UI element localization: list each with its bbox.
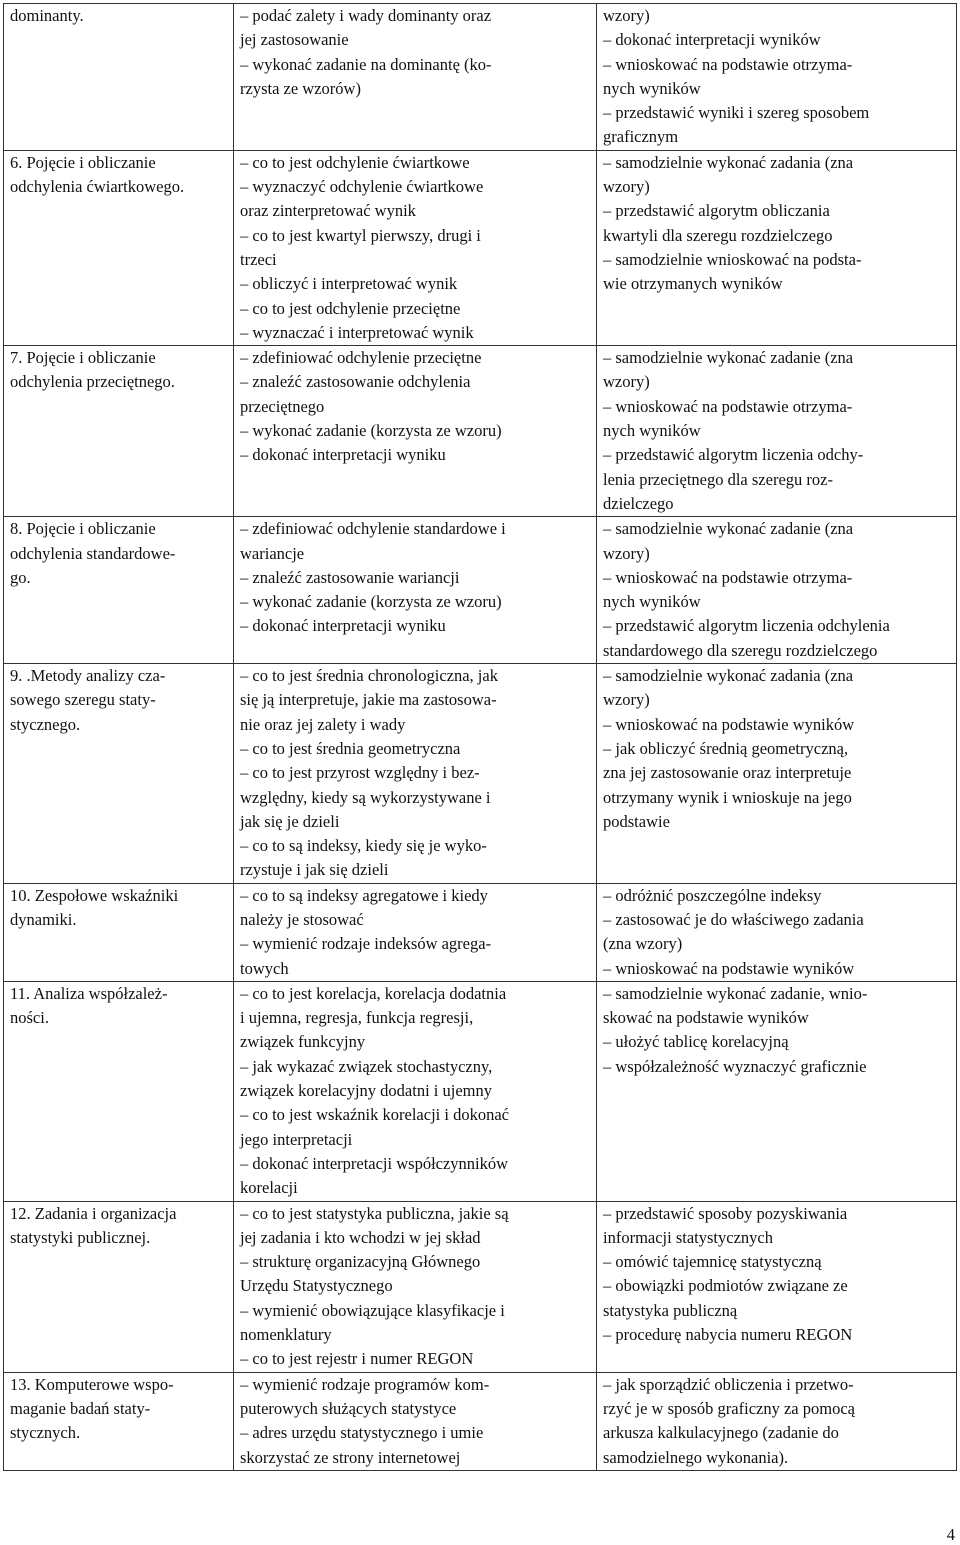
- skills-line: wzory): [603, 690, 650, 710]
- topic-line: 9. .Metody analizy cza-: [10, 666, 166, 686]
- content-line: puterowych służących statystyce: [240, 1398, 457, 1418]
- skills-cell: [597, 1201, 957, 1372]
- content-line: skorzystać ze strony internetowej: [240, 1447, 461, 1467]
- content-line: – dokonać interpretacji wyniku: [240, 616, 446, 636]
- content-line: – wykonać zadanie na dominantę (ko-: [240, 54, 492, 74]
- skills-line: – samodzielnie wykonać zadania (zna: [603, 152, 854, 172]
- topic-line: 6. Pojęcie i obliczanie: [10, 152, 156, 172]
- content-line: – wykonać zadanie (korzysta ze wzoru): [240, 592, 502, 612]
- content-line: jak się je dzieli: [240, 811, 340, 831]
- topic-line: stycznych.: [10, 1423, 81, 1443]
- content-line: trzeci: [240, 249, 277, 269]
- topic-cell: [4, 664, 234, 884]
- topic-line: stycznego.: [10, 714, 81, 734]
- skills-line: rzyć je w sposób graficzny za pomocą: [603, 1398, 855, 1418]
- skills-line: wie otrzymanych wyników: [603, 274, 783, 294]
- content-cell: [234, 150, 597, 345]
- topic-line: 7. Pojęcie i obliczanie: [10, 348, 156, 368]
- table-row: [4, 1372, 957, 1470]
- skills-line: – samodzielnie wykonać zadanie (zna: [603, 348, 854, 368]
- skills-line: dzielczego: [603, 493, 674, 513]
- topic-line: dynamiki.: [10, 909, 77, 929]
- topic-cell: [4, 517, 234, 664]
- skills-line: – współzależność wyznaczyć graficznie: [603, 1056, 867, 1076]
- content-line: Urzędu Statystycznego: [240, 1276, 393, 1296]
- content-line: związek funkcyjny: [240, 1032, 366, 1052]
- content-line: jej zadania i kto wchodzi w jej skład: [240, 1227, 481, 1247]
- content-line: – co to są indeksy agregatowe i kiedy: [240, 885, 488, 905]
- skills-line: (zna wzory): [603, 934, 683, 954]
- content-line: i ujemna, regresja, funkcja regresji,: [240, 1008, 474, 1028]
- topic-line: 10. Zespołowe wskaźniki: [10, 885, 179, 905]
- skills-line: – omówić tajemnicę statystyczną: [603, 1252, 822, 1272]
- topic-cell: [4, 981, 234, 1201]
- content-line: – co to jest odchylenie ćwiartkowe: [240, 152, 470, 172]
- content-cell: [234, 664, 597, 884]
- topic-line: 12. Zadania i organizacja: [10, 1203, 177, 1223]
- topic-line: 8. Pojęcie i obliczanie: [10, 519, 156, 539]
- content-line: – co to jest korelacja, korelacja dodatnia: [240, 983, 507, 1003]
- skills-line: – wnioskować na podstawie otrzyma-: [603, 54, 853, 74]
- skills-cell: [597, 664, 957, 884]
- topic-line: odchylenia standardowe-: [10, 543, 176, 563]
- skills-line: – przedstawić algorytm liczenia odchy-: [603, 445, 864, 465]
- skills-cell: [597, 883, 957, 981]
- skills-cell: [597, 1372, 957, 1470]
- skills-line: wzory): [603, 6, 650, 25]
- topic-line: odchylenia przeciętnego.: [10, 372, 175, 392]
- skills-line: – wnioskować na podstawie wyników: [603, 958, 855, 978]
- syllabus-rows: [4, 4, 957, 1471]
- skills-line: – ułożyć tablicę korelacyjną: [603, 1032, 789, 1052]
- content-line: jej zastosowanie: [240, 30, 349, 50]
- skills-line: – samodzielnie wnioskować na podsta-: [603, 249, 862, 269]
- skills-line: skować na podstawie wyników: [603, 1008, 809, 1028]
- skills-line: – jak obliczyć średnią geometryczną,: [603, 738, 849, 758]
- table-row: [4, 883, 957, 981]
- content-line: związek korelacyjny dodatni i ujemny: [240, 1081, 492, 1101]
- content-line: należy je stosować: [240, 909, 364, 929]
- skills-cell: [597, 981, 957, 1201]
- skills-line: – obowiązki podmiotów związane ze: [603, 1276, 848, 1296]
- skills-line: – samodzielnie wykonać zadanie, wnio-: [603, 983, 868, 1003]
- content-line: – zdefiniować odchylenie przeciętne: [240, 348, 482, 368]
- skills-line: wzory): [603, 372, 650, 392]
- content-line: – co to jest średnia chronologiczna, jak: [240, 666, 498, 686]
- content-line: korelacji: [240, 1178, 298, 1198]
- syllabus-table: [3, 3, 957, 1471]
- content-cell: [234, 517, 597, 664]
- page-number: 4: [946, 1525, 955, 1544]
- content-line: – podać zalety i wady dominanty oraz: [240, 6, 492, 25]
- skills-line: – procedurę nabycia numeru REGON: [603, 1325, 853, 1345]
- content-line: – wymienić rodzaje indeksów agrega-: [240, 934, 492, 954]
- skills-line: informacji statystycznych: [603, 1227, 773, 1247]
- skills-line: – przedstawić wyniki i szereg sposobem: [603, 103, 870, 123]
- content-cell: [234, 1201, 597, 1372]
- skills-line: – przedstawić algorytm obliczania: [603, 201, 830, 221]
- table-row: [4, 517, 957, 664]
- skills-line: – przedstawić sposoby pozyskiwania: [603, 1203, 848, 1223]
- content-line: – znaleźć zastosowanie wariancji: [240, 567, 460, 587]
- skills-line: – jak sporządzić obliczenia i przetwo-: [603, 1374, 854, 1394]
- content-cell: [234, 4, 597, 151]
- content-line: – dokonać interpretacji wyniku: [240, 445, 446, 465]
- content-line: towych: [240, 958, 289, 978]
- skills-line: – odróżnić poszczególne indeksy: [603, 885, 822, 905]
- topic-line: maganie badań staty-: [10, 1398, 151, 1418]
- topic-line: 11. Analiza współzależ-: [10, 983, 168, 1003]
- topic-line: sowego szeregu staty-: [10, 690, 156, 710]
- content-line: względny, kiedy są wykorzystywane i: [240, 787, 491, 807]
- content-line: – wykonać zadanie (korzysta ze wzoru): [240, 421, 502, 441]
- skills-line: – dokonać interpretacji wyników: [603, 30, 821, 50]
- table-row: [4, 981, 957, 1201]
- content-line: – co to jest wskaźnik korelacji i dokonać: [240, 1105, 509, 1125]
- skills-cell: [597, 150, 957, 345]
- table-row: [4, 150, 957, 345]
- skills-line: wzory): [603, 543, 650, 563]
- skills-line: kwartyli dla szeregu rozdzielczego: [603, 225, 833, 245]
- skills-line: standardowego dla szeregu rozdzielczego: [603, 640, 878, 660]
- topic-line: 13. Komputerowe wspo-: [10, 1374, 174, 1394]
- topic-line: ności.: [10, 1008, 49, 1028]
- content-line: – znaleźć zastosowanie odchylenia: [240, 372, 471, 392]
- content-line: – co to jest kwartyl pierwszy, drugi i: [240, 225, 481, 245]
- content-line: rzysta ze wzorów): [240, 78, 361, 98]
- skills-line: nych wyników: [603, 421, 701, 441]
- content-line: – zdefiniować odchylenie standardowe i: [240, 519, 506, 539]
- content-line: – jak wykazać związek stochastyczny,: [240, 1056, 493, 1076]
- content-line: – adres urzędu statystycznego i umie: [240, 1423, 484, 1443]
- table-row: [4, 346, 957, 517]
- content-line: się ją interpretuje, jakie ma zastosowa-: [240, 690, 497, 710]
- topic-cell: [4, 346, 234, 517]
- skills-line: nych wyników: [603, 592, 701, 612]
- table-row: [4, 4, 957, 151]
- content-line: – strukturę organizacyjną Głównego: [240, 1252, 481, 1272]
- topic-line: odchylenia ćwiartkowego.: [10, 177, 185, 197]
- content-line: przeciętnego: [240, 396, 325, 416]
- skills-line: wzory): [603, 177, 650, 197]
- content-line: – wymienić obowiązujące klasyfikacje i: [240, 1300, 505, 1320]
- skills-line: graficznym: [603, 127, 679, 147]
- content-line: – co to jest przyrost względny i bez-: [240, 763, 480, 783]
- content-cell: [234, 883, 597, 981]
- content-line: – wymienić rodzaje programów kom-: [240, 1374, 490, 1394]
- content-line: – wyznaczyć odchylenie ćwiartkowe: [240, 177, 484, 197]
- skills-line: – wnioskować na podstawie otrzyma-: [603, 396, 853, 416]
- skills-line: – zastosować je do właściwego zadania: [603, 909, 864, 929]
- content-line: – co to jest statystyka publiczna, jakie są: [240, 1203, 509, 1223]
- content-line: – co to jest średnia geometryczna: [240, 738, 461, 758]
- topic-cell: [4, 4, 234, 151]
- table-row: [4, 1201, 957, 1372]
- skills-line: lenia przeciętnego dla szeregu roz-: [603, 469, 833, 489]
- content-cell: [234, 981, 597, 1201]
- content-line: – obliczyć i interpretować wynik: [240, 274, 458, 294]
- skills-line: nych wyników: [603, 78, 701, 98]
- content-line: – co to jest odchylenie przeciętne: [240, 298, 461, 318]
- topic-cell: [4, 883, 234, 981]
- skills-cell: [597, 4, 957, 151]
- content-cell: [234, 1372, 597, 1470]
- content-line: nomenklatury: [240, 1325, 332, 1345]
- skills-line: podstawie: [603, 811, 670, 831]
- content-line: [240, 101, 591, 125]
- topic-cell: [4, 1372, 234, 1470]
- skills-cell: [597, 517, 957, 664]
- skills-line: – samodzielnie wykonać zadania (zna: [603, 666, 854, 686]
- topic-cell: [4, 1201, 234, 1372]
- skills-line: samodzielnego wykonania).: [603, 1447, 789, 1467]
- skills-line: – wnioskować na podstawie otrzyma-: [603, 567, 853, 587]
- content-line: – co to jest rejestr i numer REGON: [240, 1349, 474, 1369]
- topic-line: statystyki publicznej.: [10, 1227, 151, 1247]
- skills-line: zna jej zastosowanie oraz interpretuje: [603, 763, 852, 783]
- content-line: – dokonać interpretacji współczynników: [240, 1153, 509, 1173]
- skills-line: – samodzielnie wykonać zadanie (zna: [603, 519, 854, 539]
- content-line: jego interpretacji: [240, 1129, 353, 1149]
- content-line: – co to są indeksy, kiedy się je wyko-: [240, 836, 487, 856]
- content-cell: [234, 346, 597, 517]
- skills-line: otrzymany wynik i wnioskuje na jego: [603, 787, 852, 807]
- content-line: oraz zinterpretować wynik: [240, 201, 416, 221]
- skills-line: – wnioskować na podstawie wyników: [603, 714, 855, 734]
- skills-line: – przedstawić algorytm liczenia odchylenia: [603, 616, 890, 636]
- topic-line: go.: [10, 567, 31, 587]
- topic-line: dominanty.: [10, 6, 84, 25]
- skills-cell: [597, 346, 957, 517]
- skills-line: statystyka publiczną: [603, 1300, 738, 1320]
- content-line: nie oraz jej zalety i wady: [240, 714, 406, 734]
- table-row: [4, 664, 957, 884]
- topic-cell: [4, 150, 234, 345]
- content-line: rzystuje i jak się dzieli: [240, 860, 389, 880]
- content-line: wariancje: [240, 543, 305, 563]
- skills-line: arkusza kalkulacyjnego (zadanie do: [603, 1423, 839, 1443]
- content-line: – wyznaczać i interpretować wynik: [240, 322, 474, 342]
